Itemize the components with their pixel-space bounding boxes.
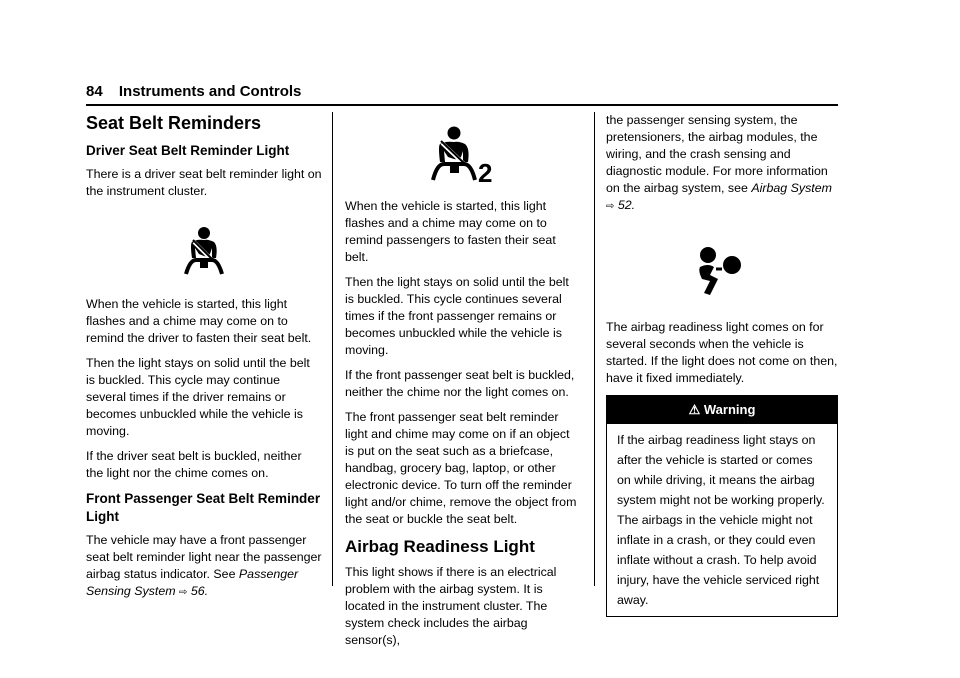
section-title: Instruments and Controls [118,83,302,100]
passenger-heading: Front Passenger Seat Belt Reminder Light [86,491,321,524]
passenger-seatbelt-icon-box [345,112,581,198]
column-divider [594,112,595,586]
driver-seatbelt-icon-box [86,208,322,296]
warning-header [607,396,837,424]
seat-belt-reminders-title: Seat Belt Reminders [86,113,262,133]
driver-intro: There is a driver seat belt reminder light on the instrument cluster. [86,167,322,198]
seatbelt-icon [182,226,226,278]
warning-body: If the airbag readiness light stays on after the vehicle is started or comes on while driving, it means the airbag system might not be working properly. The airbags in the vehicle might not inflate in a crash, or they could even inflate without a crash. To help avoid injury, have the vehicle serviced right away. [617,433,825,607]
xref-arrow: ⇨ [178,587,188,598]
driver-para-2: Then the light stays on solid until the belt is buckled. This cycle may continue several times if the driver remains or becomes unbuckled while the vehicle is moving. [86,356,310,438]
passenger-page-ref: 56. [190,584,209,598]
airbag-para-cont: the passenger sensing system, the pretensioners, the airbag modules, the wiring, and the crash sensing and diagnostic module. For more information on the airbag system, see Airbag System ⇨ 52. [606,113,832,212]
driver-para-3: If the driver seat belt is buckled, neither the light nor the chime comes on. [86,449,302,480]
column-2 [345,112,581,657]
passenger-seatbelt-icon [428,124,498,186]
airbag-para-1: This light shows if there is an electrical problem with the airbag system. It is located in the instrument cluster. The system check includes the airbag sensor(s), [345,565,557,647]
airbag-icon-box [606,223,838,319]
warning-box [606,395,838,617]
airbag-para-2: The airbag readiness light comes on for several seconds when the vehicle is started. If the light does not come on then, have it fixed immediately. [606,320,838,385]
page-number: 84 [86,83,103,100]
passenger-sensing-link[interactable]: Passenger Sensing System [86,567,299,598]
passenger-para-1: When the vehicle is started, this light flashes and a chime may come on to remind passengers to fasten their seat belt. [345,199,556,264]
driver-para-1: When the vehicle is started, this light flashes and a chime may come on to remind the driver to fasten their seat belt. [86,297,312,345]
column-1 [86,112,322,609]
passenger-para-2: Then the light stays on solid until the belt is buckled. This cycle continues several times if the front passenger remains or becomes unbuckled while the vehicle is moving. [345,275,569,357]
airbag-readiness-heading: Airbag Readiness Light [345,537,535,556]
column-3 [606,112,838,617]
passenger-intro: The vehicle may have a front passenger seat belt reminder light near the passenger airbag status indicator. See Passenger Sensing System ⇨ 56. [86,533,322,598]
column-divider [332,112,333,586]
airbag-page-ref: 52. [617,198,636,212]
page-header [86,82,838,106]
driver-heading: Driver Seat Belt Reminder Light [86,143,290,158]
warning-icon: ⚠ [688,402,701,417]
passenger-icon-number: 2 [478,158,493,186]
xref-arrow: ⇨ [606,201,615,212]
warning-title: Warning [703,402,756,417]
airbag-readiness-icon [694,245,750,297]
passenger-para-3: If the front passenger seat belt is buckled, neither the chime nor the light comes on. [345,368,575,399]
passenger-para-4: The front passenger seat belt reminder light and chime may come on if an object is put on the seat such as a briefcase, handbag, grocery bag, laptop, or other electronic device. To turn off the reminder light and/or chime, remove the object from the seat or buckle the seat belt. [345,410,577,526]
airbag-system-link[interactable]: Airbag System [751,181,832,195]
